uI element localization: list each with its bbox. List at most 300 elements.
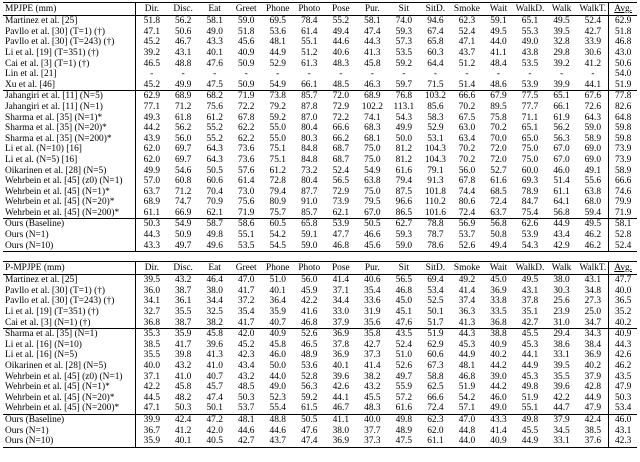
table-row xyxy=(3,27,637,38)
metric-value: 54.9 xyxy=(269,79,286,90)
metric-value: 55.2 xyxy=(332,16,349,27)
metric-value: 59.2 xyxy=(269,112,286,123)
metric-value: 44.6 xyxy=(269,425,286,436)
metric-value: 44.9 xyxy=(514,436,546,447)
metric-value: 56.2 xyxy=(174,16,192,27)
metric-value: 35.5 xyxy=(174,307,192,318)
metric-value: 48.5 xyxy=(238,382,255,393)
metric-value: 42.2 xyxy=(553,392,570,403)
metric-value: 44.6 xyxy=(332,37,349,48)
metric-value: 56.2 xyxy=(553,123,570,134)
metric-value: 51.0 xyxy=(269,275,286,286)
metric-value: 49.6 xyxy=(199,240,231,251)
metric-value: 51.2 xyxy=(301,47,318,58)
metric-value: 56.8 xyxy=(483,219,515,230)
metric-value: 55.1 xyxy=(301,37,318,48)
table-row xyxy=(3,112,637,123)
metric-value: 69.0 xyxy=(584,144,601,155)
metric-value: 80.4 xyxy=(301,123,318,134)
metric-value: 48.8 xyxy=(262,414,294,425)
metric-value: 46.2 xyxy=(584,230,601,241)
metric-value: 102.2 xyxy=(361,101,383,112)
metric-value: 65.8 xyxy=(294,219,326,230)
table-row xyxy=(3,317,637,328)
method-name: Li et al. [16] (N=10) xyxy=(3,340,136,351)
column-header: Walk xyxy=(546,3,578,16)
metric-value: 49.0 xyxy=(490,403,507,414)
metric-value: 53.9 xyxy=(325,219,357,230)
metric-value: - xyxy=(181,69,185,80)
metric-value: 48.1 xyxy=(458,361,476,371)
metric-value: 38.0 xyxy=(206,285,223,296)
metric-value: 58.7 xyxy=(199,219,231,230)
metric-value: 45.3 xyxy=(521,339,539,350)
metric-value: 46.0 xyxy=(269,350,286,361)
metric-value: 47.1 xyxy=(143,403,161,414)
metric-value: 46.8 xyxy=(325,240,357,251)
metric-value: 38.0 xyxy=(553,275,570,286)
metric-value: 70.0 xyxy=(490,133,507,144)
metric-value: 70.2 xyxy=(458,101,476,112)
metric-value: 41.4 xyxy=(332,275,349,286)
table-spacer xyxy=(3,252,637,262)
column-header: Disc. xyxy=(167,262,199,275)
metric-value: 72.0 xyxy=(490,144,507,155)
metric-value: 40.1 xyxy=(167,436,199,447)
metric-value: 40.6 xyxy=(332,47,349,58)
metric-value: - xyxy=(244,69,248,80)
metric-value: 36.5 xyxy=(609,296,637,307)
metric-value: 50.9 xyxy=(238,79,255,90)
metric-value: 71.9 xyxy=(609,208,637,219)
table-row xyxy=(3,307,637,318)
metric-value: 62.3 xyxy=(458,16,476,27)
metric-value: 62.0 xyxy=(143,144,161,155)
metric-value: 38.0 xyxy=(332,425,349,436)
metric-value: 31.9 xyxy=(364,307,381,318)
metric-value: 37.9 xyxy=(584,371,601,382)
table-row xyxy=(3,350,637,361)
metric-value: 104.3 xyxy=(424,154,446,165)
metric-value: 50.3 xyxy=(609,393,637,404)
metric-value: 44.0 xyxy=(451,436,483,447)
metric-value: 75.1 xyxy=(269,154,286,165)
metric-value: 47.6 xyxy=(301,425,318,436)
table-header-row xyxy=(3,262,637,275)
metric-value: 49.7 xyxy=(167,240,199,251)
metric-value: 84.8 xyxy=(301,144,318,155)
metric-value: 73.9 xyxy=(609,144,637,155)
metric-value: 59.0 xyxy=(584,123,601,134)
metric-value: 74.7 xyxy=(174,197,192,208)
metric-value: 61.4 xyxy=(301,26,318,37)
metric-value: 34.8 xyxy=(584,285,601,296)
metric-value: - xyxy=(528,69,532,80)
metric-value: 79.4 xyxy=(269,186,286,197)
table-row xyxy=(3,144,637,155)
metric-value: - xyxy=(402,69,406,80)
metric-value: 52.4 xyxy=(609,240,637,251)
metric-value: 67.0 xyxy=(364,207,381,218)
metric-value: 46.8 xyxy=(395,285,413,296)
column-header: WalkD. xyxy=(515,3,545,14)
column-header: Walk xyxy=(546,262,578,275)
metric-value: 49.5 xyxy=(490,26,507,37)
metric-value: 45.7 xyxy=(206,382,223,393)
metric-value: - xyxy=(276,69,280,80)
metric-value: 53.9 xyxy=(521,230,539,241)
method-name: Oikarinen et al. [28] (N=5) xyxy=(3,361,136,372)
metric-value: 51.4 xyxy=(458,79,476,90)
table-row xyxy=(3,37,637,48)
metric-value: 44.1 xyxy=(521,350,539,361)
metric-value: 31.0 xyxy=(553,317,570,328)
metric-value: 34.3 xyxy=(577,329,609,340)
metric-value: 43.9 xyxy=(143,133,161,144)
metric-value: 51.7 xyxy=(427,317,444,328)
metric-value: 39.8 xyxy=(174,350,192,361)
metric-value: 59.3 xyxy=(395,26,413,37)
metric-value: 55.2 xyxy=(206,133,223,144)
metric-value: 44.2 xyxy=(143,123,161,134)
metric-value: 62.0 xyxy=(427,425,444,436)
metric-value: - xyxy=(433,69,437,80)
metric-value: 73.0 xyxy=(238,186,255,197)
metric-value: 68.1 xyxy=(364,133,381,144)
metric-value: 53.4 xyxy=(427,285,444,296)
column-header: WalkT. xyxy=(577,3,609,16)
metric-value: 30.3 xyxy=(553,285,570,296)
metric-value: 40.7 xyxy=(269,317,286,328)
metric-value: - xyxy=(339,69,343,80)
metric-value: 76.8 xyxy=(388,91,420,102)
metric-value: 62.1 xyxy=(206,207,223,218)
metric-value: 44.0 xyxy=(490,37,507,48)
metric-value: 34.5 xyxy=(553,425,570,436)
metric-value: 48.3 xyxy=(332,58,349,69)
metric-value: 63.4 xyxy=(458,133,476,144)
metric-value: 37.3 xyxy=(364,350,381,361)
metric-value: 53.5 xyxy=(230,240,262,251)
metric-value: 48.1 xyxy=(230,414,262,425)
table-row xyxy=(3,187,637,198)
metric-value: 47.4 xyxy=(364,26,381,37)
metric-value: 36.8 xyxy=(143,317,161,328)
method-name: Ours (N=1) xyxy=(3,230,136,241)
metric-value: 75.6 xyxy=(206,101,223,112)
metric-value: 39.6 xyxy=(553,382,570,393)
metric-value: 55.1 xyxy=(521,403,539,414)
metric-value: 45.0 xyxy=(395,296,413,307)
metric-value: 44.2 xyxy=(490,382,507,393)
metric-value: 80.3 xyxy=(301,133,318,144)
metric-value: 59.0 xyxy=(238,16,255,27)
metric-value: 42.9 xyxy=(546,240,578,251)
metric-value: 70.2 xyxy=(458,144,476,155)
metric-value: 50.3 xyxy=(136,219,168,230)
metric-value: 70.9 xyxy=(206,197,223,208)
column-header: Eat xyxy=(199,262,231,275)
results-tables xyxy=(3,2,637,448)
metric-value: 38.5 xyxy=(584,425,601,436)
metric-value: 36.9 xyxy=(325,329,357,340)
metric-value: 43.4 xyxy=(553,230,570,241)
metric-value: 49.0 xyxy=(521,37,539,48)
metric-value: 75.1 xyxy=(269,144,286,155)
metric-value: 48.4 xyxy=(490,58,507,69)
metric-value: 42.7 xyxy=(230,436,262,447)
metric-value: 61.6 xyxy=(395,165,413,176)
metric-value: 46.2 xyxy=(609,361,637,372)
metric-value: 87.5 xyxy=(395,186,413,197)
metric-value: 73.9 xyxy=(609,155,637,166)
metric-value: 62.1 xyxy=(332,207,349,218)
metric-value: 80.6 xyxy=(458,197,476,208)
metric-value: 87.8 xyxy=(301,101,318,112)
metric-value: 62.7 xyxy=(388,219,420,230)
method-name: Ours (Baseline) xyxy=(3,219,136,230)
metric-value: 40.2 xyxy=(490,350,507,361)
metric-value: 27.3 xyxy=(584,296,601,307)
metric-value: 57.2 xyxy=(395,392,413,403)
metric-value: 101.8 xyxy=(424,186,446,197)
metric-value: - xyxy=(465,69,469,80)
metric-value: 34.4 xyxy=(206,296,223,307)
metric-value: 38.8 xyxy=(483,329,515,340)
metric-value: 70.4 xyxy=(206,186,223,197)
metric-value: 59.3 xyxy=(395,230,413,241)
metric-value: 41.2 xyxy=(584,58,601,69)
metric-value: 46.5 xyxy=(143,58,161,69)
metric-value: 56.2 xyxy=(174,123,192,134)
metric-value: 55.9 xyxy=(395,382,413,393)
metric-value: 35.9 xyxy=(167,329,199,340)
metric-value: 60.6 xyxy=(206,176,223,187)
metric-value: 33.6 xyxy=(364,296,381,307)
metric-value: 59.8 xyxy=(609,123,637,134)
metric-value: 60.3 xyxy=(427,47,444,58)
metric-value: 46.8 xyxy=(609,37,637,48)
method-name: Pavllo et al. [30] (T=1) (†) xyxy=(3,27,136,38)
metric-value: 46.0 xyxy=(490,392,507,403)
metric-value: 60.6 xyxy=(427,350,444,361)
metric-value: 50.5 xyxy=(206,165,223,176)
metric-value: 44.8 xyxy=(458,425,476,436)
metric-value: 41.4 xyxy=(364,361,381,371)
method-name: Sharma et al. [35] (N=20)* xyxy=(3,123,136,134)
metric-value: 59.8 xyxy=(609,134,637,145)
metric-value: 36.9 xyxy=(490,285,507,296)
metric-value: 51.8 xyxy=(143,16,161,27)
column-header: Dir. xyxy=(136,3,168,16)
metric-value: 52.9 xyxy=(427,123,444,134)
metric-value: 41.1 xyxy=(490,47,507,58)
metric-value: 54.5 xyxy=(262,240,294,251)
metric-value: 33.9 xyxy=(584,37,601,48)
table-row xyxy=(3,240,637,251)
metric-value: 66.9 xyxy=(174,207,192,218)
metric-value: 58.6 xyxy=(230,219,262,230)
metric-value: 104.3 xyxy=(424,144,446,155)
method-name: Cai et al. [3] (T=1) (†) xyxy=(3,58,136,69)
metric-value: 66.6 xyxy=(609,176,637,187)
method-name: Sharma et al. [35] (N=200)* xyxy=(3,134,136,145)
metric-value: 51.8 xyxy=(609,27,637,38)
metric-value: 61.6 xyxy=(490,176,507,187)
method-name: Li et al. (N=5) [16] xyxy=(3,155,136,166)
metric-value: 50.5 xyxy=(357,219,389,230)
metric-value: 37.9 xyxy=(332,317,349,328)
metric-value: 64.3 xyxy=(206,144,223,155)
table-row xyxy=(3,80,637,91)
metric-value: 43.1 xyxy=(609,425,637,436)
metric-value: 78.6 xyxy=(420,240,452,251)
metric-value: 65.1 xyxy=(521,16,539,27)
metric-value: 44.0 xyxy=(269,371,286,382)
metric-value: 77.5 xyxy=(514,91,546,102)
metric-value: 72.0 xyxy=(325,91,357,102)
metric-value: 60.8 xyxy=(174,176,192,187)
metric-value: 69.7 xyxy=(174,144,192,155)
metric-value: 55.6 xyxy=(584,176,601,187)
metric-value: 63.8 xyxy=(584,186,601,197)
results-table xyxy=(3,2,637,448)
metric-value: 52.6 xyxy=(395,361,413,371)
metric-value: 51.9 xyxy=(420,329,452,340)
column-header: Phone xyxy=(262,3,294,16)
metric-value: 50.9 xyxy=(174,230,192,241)
metric-value: 62.5 xyxy=(427,382,444,393)
metric-value: 40.9 xyxy=(609,329,637,340)
table-row xyxy=(3,176,637,187)
metric-value: 82.6 xyxy=(609,102,637,113)
metric-value: 61.2 xyxy=(206,112,223,123)
metric-value: 39.9 xyxy=(553,79,570,90)
metric-value: 42.4 xyxy=(577,414,609,425)
metric-value: 58.3 xyxy=(427,112,444,123)
metric-value: 73.9 xyxy=(332,197,349,208)
metric-value: 43.3 xyxy=(206,37,223,48)
metric-value: 96.6 xyxy=(395,197,413,208)
metric-value: 66.6 xyxy=(332,123,349,134)
metric-value: 37.2 xyxy=(238,296,255,307)
metric-header: P-MPJPE (mm) xyxy=(3,262,136,275)
metric-value: 38.5 xyxy=(143,339,161,350)
metric-value: 51.4 xyxy=(553,176,570,187)
column-header: Avg. xyxy=(609,3,637,16)
method-name: Sharma et al. [35] (N=1) xyxy=(3,329,136,340)
metric-value: 46.0 xyxy=(609,414,637,425)
metric-value: 79.2 xyxy=(269,101,286,112)
metric-value: 77.8 xyxy=(609,91,637,102)
metric-value: 65.8 xyxy=(427,37,444,48)
metric-value: 49.1 xyxy=(584,165,601,176)
metric-value: 39.5 xyxy=(553,361,570,371)
column-header: Avg. xyxy=(609,262,637,275)
metric-value: 49.4 xyxy=(332,26,349,37)
metric-value: 46.6 xyxy=(364,230,381,241)
metric-header: MPJPE (mm) xyxy=(3,3,136,16)
metric-value: 35.1 xyxy=(521,307,539,318)
metric-value: 70.2 xyxy=(458,154,476,165)
metric-value: 43.7 xyxy=(262,436,294,447)
metric-value: 62.6 xyxy=(514,219,546,230)
method-name: Wehrbein et al. [45] (N=1)* xyxy=(3,187,136,198)
metric-value: 63.0 xyxy=(458,123,476,134)
metric-value: 40.1 xyxy=(269,285,286,296)
table-row xyxy=(3,436,637,447)
metric-value: 77.7 xyxy=(521,101,539,112)
metric-value: 44.9 xyxy=(521,361,539,371)
metric-value: 42.7 xyxy=(364,339,381,350)
metric-value: 41.0 xyxy=(206,361,223,371)
metric-value: 51.9 xyxy=(609,80,637,91)
method-name: Ours (N=10) xyxy=(3,240,136,251)
metric-value: 58.1 xyxy=(364,16,381,27)
column-header: Dir. xyxy=(136,262,168,275)
metric-value: 64.3 xyxy=(206,154,223,165)
metric-value: 85.7 xyxy=(301,207,318,218)
metric-value: 58.1 xyxy=(609,219,637,230)
metric-value: 69.7 xyxy=(174,154,192,165)
column-header: Smoke xyxy=(451,3,483,16)
metric-value: 49.5 xyxy=(521,275,539,286)
metric-value: 52.5 xyxy=(427,296,444,307)
metric-value: 61.8 xyxy=(174,112,192,123)
metric-value: 110.2 xyxy=(425,197,446,208)
metric-value: 61.5 xyxy=(301,403,318,414)
metric-value: 62.9 xyxy=(427,339,444,350)
column-header: Greet xyxy=(230,262,262,275)
metric-value: 49.8 xyxy=(514,414,546,425)
column-header: Greet xyxy=(230,3,262,16)
method-name: Xu et al. [46] xyxy=(3,80,136,91)
metric-value: 62.3 xyxy=(420,414,452,425)
table-row xyxy=(3,361,637,372)
metric-value: 50.1 xyxy=(206,403,223,414)
metric-value: 58.9 xyxy=(584,133,601,144)
table-row xyxy=(3,340,637,351)
metric-value: 37.4 xyxy=(458,296,476,307)
metric-value: 67.9 xyxy=(483,91,515,102)
metric-value: 72.6 xyxy=(584,101,601,112)
metric-value: 49.0 xyxy=(206,26,223,37)
metric-value: 50.9 xyxy=(238,58,255,69)
metric-value: 79.9 xyxy=(609,197,637,208)
metric-value: 67.0 xyxy=(553,154,570,165)
metric-value: 38.4 xyxy=(584,339,601,350)
metric-value: 47.4 xyxy=(294,436,326,447)
metric-value: 44.2 xyxy=(490,361,507,371)
metric-value: 43.5 xyxy=(388,329,420,340)
column-header: WalkD. xyxy=(515,262,545,273)
table-row xyxy=(3,123,637,134)
metric-value: 49.9 xyxy=(395,123,413,134)
metric-value: 33.5 xyxy=(490,307,507,318)
metric-value: 59.7 xyxy=(395,79,413,90)
column-header: Wait xyxy=(483,262,515,275)
metric-value: 68.9 xyxy=(167,91,199,102)
metric-value: 72.8 xyxy=(269,176,286,187)
metric-value: 38.2 xyxy=(364,371,381,382)
metric-value: 47.4 xyxy=(206,392,223,403)
metric-value: 79.5 xyxy=(364,197,381,208)
method-name: Cai et al. [3] (N=1) (†) xyxy=(3,317,136,328)
column-header: SitD. xyxy=(420,262,452,275)
metric-value: 73.6 xyxy=(238,154,255,165)
metric-value: 68.7 xyxy=(332,144,349,155)
method-name: Ours (N=10) xyxy=(3,436,136,447)
